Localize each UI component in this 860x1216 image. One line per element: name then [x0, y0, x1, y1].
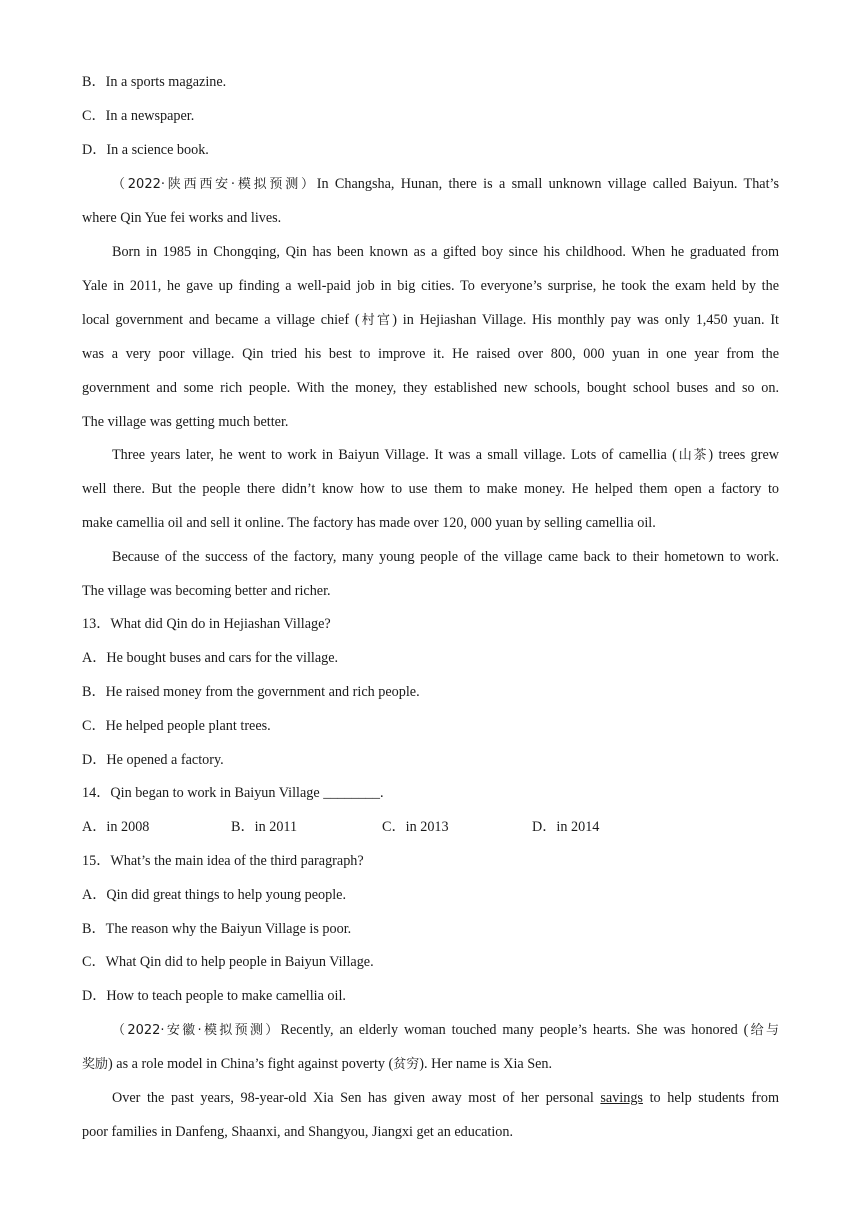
question-13-stem: 13．What did Qin do in Hejiashan Village? [82, 616, 331, 632]
passage1-p2-line6: The village was getting much better. [82, 414, 289, 430]
passage1-p2-line4: was a very poor village. Qin tried his best to improve it. He raised over 800, 000 yuan in one year from the [82, 346, 779, 362]
prev-option-d: D．In a science book. [82, 142, 209, 158]
gloss-poverty: 贫穷 [393, 1057, 420, 1072]
passage2-source: （2022·安徽·模拟预测） [112, 1023, 281, 1038]
gloss-camellia: 山茶 [676, 448, 709, 463]
passage1-p4-line1: Because of the success of the factory, many young people of the village came back to their hometown to work. [112, 549, 779, 565]
question-13-option-c: C．He helped people plant trees. [82, 718, 271, 734]
passage1-p2-line1: Born in 1985 in Chongqing, Qin has been known as a gifted boy since his childhood. When he graduated from [112, 244, 779, 260]
question-14-option-b: B．in 2011 [231, 819, 298, 835]
question-15-option-d: D．How to teach people to make camellia oil. [82, 988, 346, 1004]
question-15-option-a: A．Qin did great things to help young people. [82, 887, 347, 903]
question-15-option-b: B．The reason why the Baiyun Village is poor. [82, 921, 352, 937]
prev-option-c: C．In a newspaper. [82, 108, 195, 124]
passage2-p2-line2: poor families in Danfeng, Shaanxi, and Shangyou, Jiangxi get an education. [82, 1124, 514, 1140]
question-14-option-c: C．in 2013 [382, 819, 449, 835]
passage1-p2-line3: local government and became a village chief (村官) in Hejiashan Village. His monthly pay was only 1,450 yuan. It [82, 312, 779, 328]
passage1-p1-line1: （2022·陕西西安·模拟预测）In Changsha, Hunan, there is a small unknown village called Baiyun. That’s [112, 176, 779, 192]
passage1-source: （2022·陕西西安·模拟预测） [112, 177, 317, 192]
question-13-option-a: A．He bought buses and cars for the village. [82, 650, 339, 666]
passage1-p3-line1: Three years later, he went to work in Baiyun Village. It was a small village. Lots of camellia (山茶) trees grew [112, 447, 779, 463]
question-14-option-a: A．in 2008 [82, 819, 150, 835]
gloss-honored: 给与 [748, 1023, 779, 1038]
passage1-p2-line5: government and some rich people. With the money, they established new schools, bought school buses and so on. [82, 380, 779, 396]
passage1-p2-line2: Yale in 2011, he gave up finding a well-paid job in big cities. To everyone’s surprise, he took the exam held by the [82, 278, 779, 294]
passage1-p3-line3: make camellia oil and sell it online. The factory has made over 120, 000 yuan by selling camellia oil. [82, 515, 656, 531]
question-13-option-b: B．He raised money from the government and rich people. [82, 684, 420, 700]
question-15-option-c: C．What Qin did to help people in Baiyun Village. [82, 954, 374, 970]
passage1-p4-line2: The village was becoming better and richer. [82, 583, 331, 599]
underlined-word-savings: savings [600, 1090, 643, 1106]
passage2-p1-line1: （2022·安徽·模拟预测）Recently, an elderly woman touched many people’s hearts. She was honored (给与 [112, 1022, 779, 1038]
question-15-stem: 15．What’s the main idea of the third paragraph? [82, 853, 364, 869]
question-14-option-d: D．in 2014 [532, 819, 600, 835]
gloss-village-chief: 村官 [359, 313, 393, 328]
passage2-p2-line1: Over the past years, 98-year-old Xia Sen has given away most of her personal savings to help students from [112, 1090, 779, 1106]
question-14-stem: 14．Qin began to work in Baiyun Village ________. [82, 785, 384, 801]
passage1-p3-line2: well there. But the people there didn’t know how to use them to make money. He helped them open a factory to [82, 481, 779, 497]
passage1-p1-line2: where Qin Yue fei works and lives. [82, 210, 282, 226]
question-13-option-d: D．He opened a factory. [82, 752, 224, 768]
prev-option-b: B．In a sports magazine. [82, 74, 227, 90]
passage2-p1-line2: 奖励) as a role model in China’s fight against poverty (贫穷). Her name is Xia Sen. [82, 1056, 553, 1072]
